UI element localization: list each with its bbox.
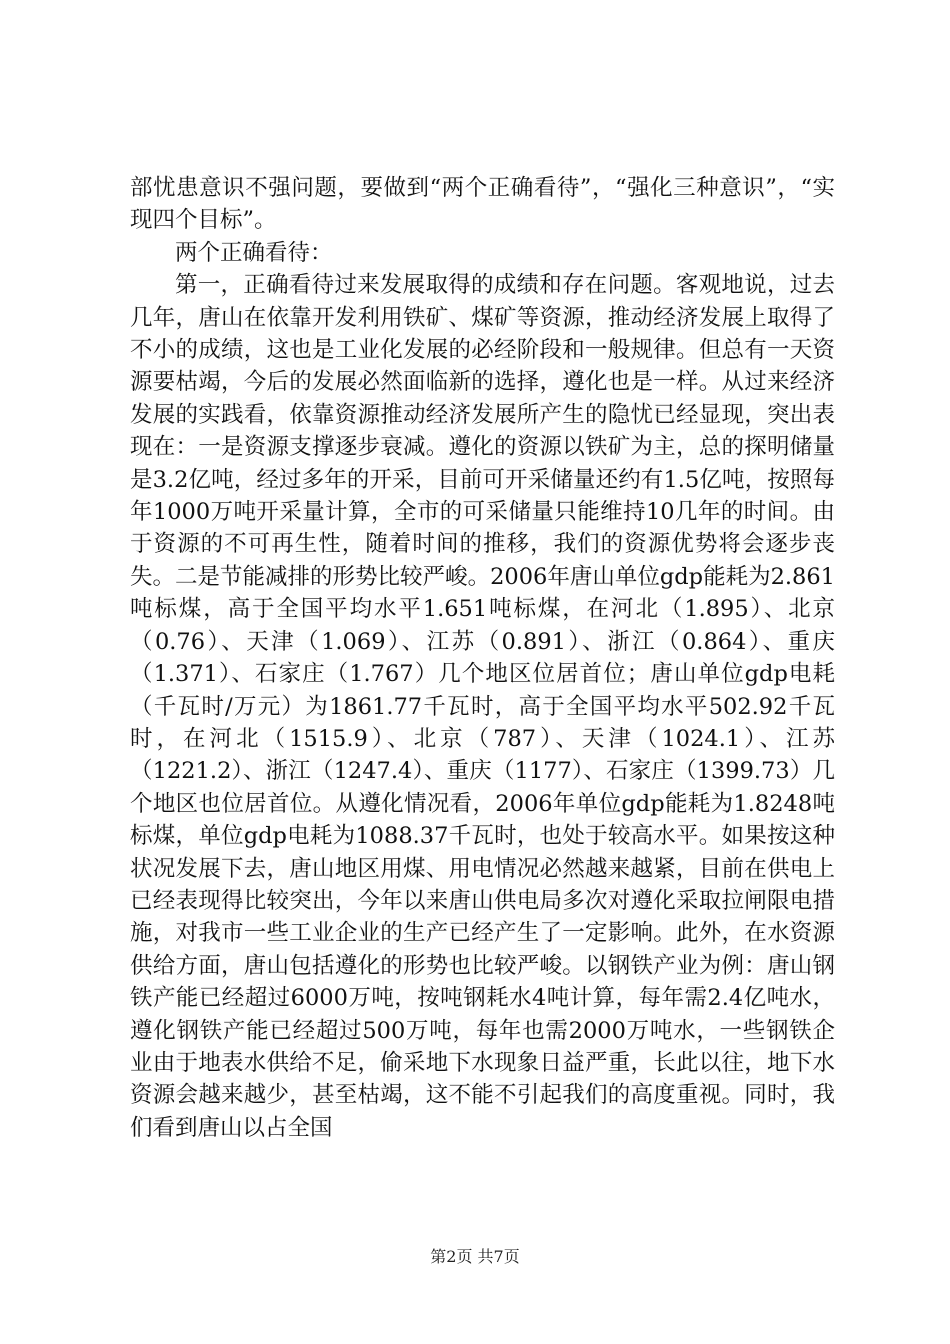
paragraph-continuation: 部忧患意识不强问题，要做到“两个正确看待”，“强化三种意识”，“实现四个目标”。 — [130, 175, 835, 234]
page-number-label: 第2页 共7页 — [430, 1247, 520, 1266]
paragraph-first-point: 第一，正确看待过来发展取得的成绩和存在问题。客观地说，过去几年，唐山在依靠开发利用铁矿、煤矿等资源，推动经济发展上取得了不小的成绩，这也是工业化发展的必经阶段和一般规律。但总有一天资源要枯竭，今后的发展必然面临新的选择，遵化也是一样。从过来经济发展的实践看，依靠资源推动经济发展所产生的隐忧已经显现，突出表现在：一是资源支撑逐步衰减。遵化的资源以铁矿为主，总的探明储量是3.2亿吨，经过多年的开采，目前可开采储量还约有1.5亿吨，按照每年1000万吨开采量计算，全市的可采储量只能维持10几年的时间。由于资源的不可再生性，随着时间的推移，我们的资源优势将会逐步丧失。二是节能减排的形势比较严峻。2006年唐山单位gdp能耗为2.861吨标煤，高于全国平均水平1.651吨标煤，在河北（1.895）、北京（0.76）、天津（1.069）、江苏（0.891）、浙江（0.864）、重庆（1.371）、石家庄（1.767）几个地区位居首位；唐山单位gdp电耗（千瓦时/万元）为1861.77千瓦时，高于全国平均水平502.92千瓦时，在河北（1515.9）、北京（787）、天津（1024.1）、江苏（1221.2）、浙江（1247.4）、重庆（1177）、石家庄（1399.73）几个地区也位居首位。从遵化情况看，2006年单位gdp能耗为1.8248吨标煤，单位gdp电耗为1088.37千瓦时，也处于较高水平。如果按这种状况发展下去，唐山地区用煤、用电情况必然越来越紧，目前在供电上已经表现得比较突出，今年以来唐山供电局多次对遵化采取拉闸限电措施，对我市一些工业企业的生产已经产生了一定影响。此外，在水资源供给方面，唐山包括遵化的形势也比较严峻。以钢铁产业为例：唐山钢铁产能已经超过6000万吨，按吨钢耗水4吨计算，每年需2.4亿吨水，遵化钢铁产能已经超过500万吨，每年也需2000万吨水，一些钢铁企业由于地表水供给不足，偷采地下水现象日益严重，长此以往，地下水资源会越来越少，甚至枯竭，这不能不引起我们的高度重视。同时，我们看到唐山以占全国 — [130, 272, 835, 1141]
page-footer — [0, 1244, 950, 1267]
paragraph-heading-two-views: 两个正确看待： — [175, 239, 333, 266]
document-body — [130, 172, 835, 1144]
